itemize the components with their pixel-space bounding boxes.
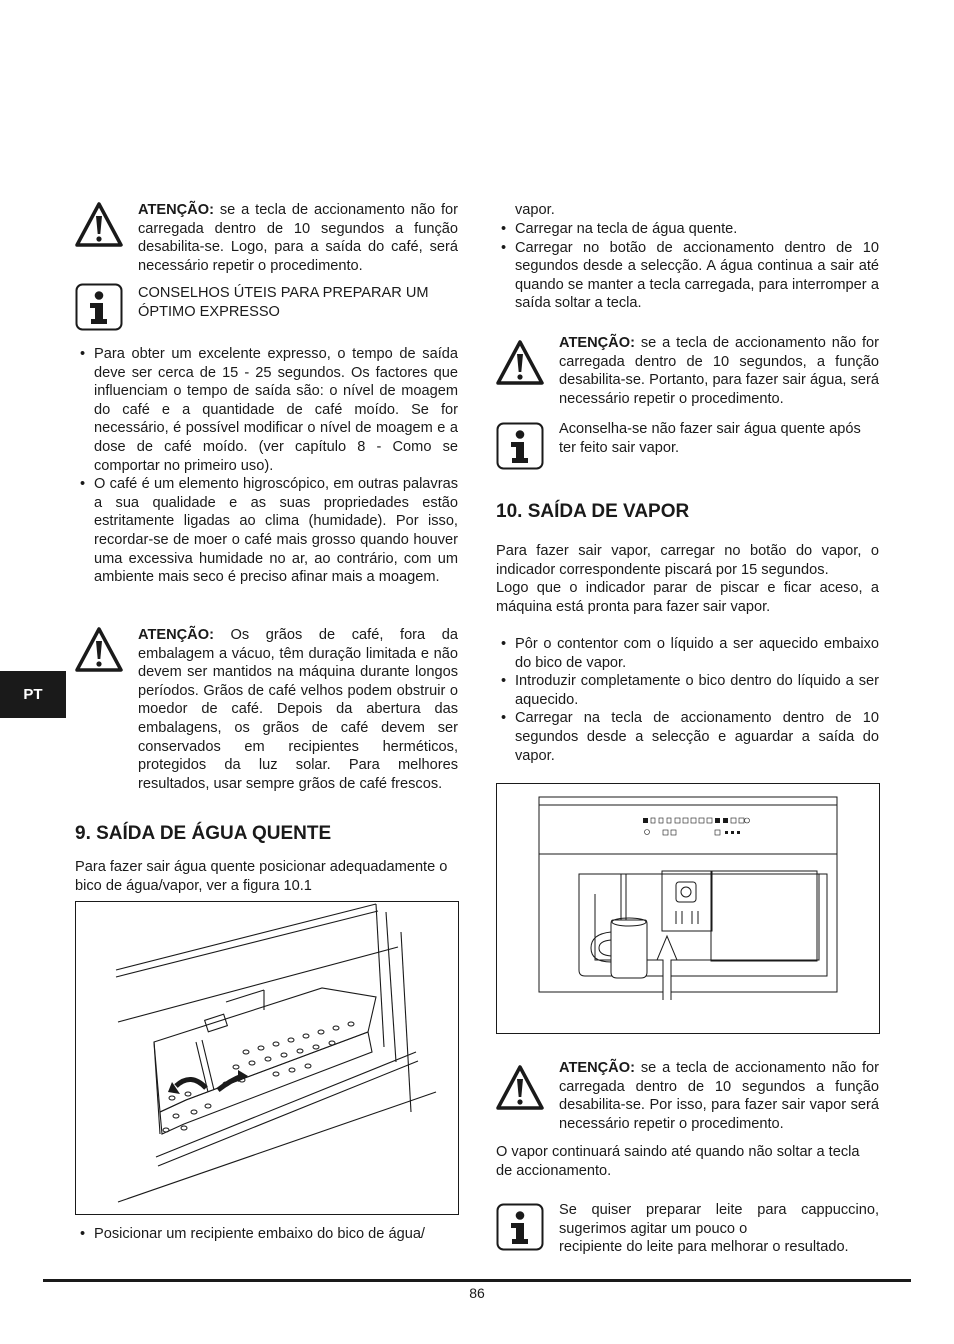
warning-text: se a tecla de accionamento não for carregada dentro de 10 segundos a função desabilita-se. Por isso, para fazer sair vapor será necessário repetir o procedimento. bbox=[559, 1060, 879, 1132]
warning-text: Os grãos de café, fora da embalagem a vácuo, têm duração limitada e não devem ser mantidos na máquina durante longos períodos. Grãos de café velhos podem obstruir o moedor de café. Depois da abertura das embalagens, os grãos de café devem ser conservados em recipientes herméticos, protegidos da luz solar. Para melhores resultados, usar sempre grãos de café frescos. bbox=[138, 627, 458, 792]
info-i-icon bbox=[75, 283, 123, 331]
warning-note-steam-timeout bbox=[496, 1059, 879, 1135]
warning-note-water-timeout bbox=[496, 334, 879, 410]
page-number: 86 bbox=[469, 1285, 485, 1301]
machine-front-steam-illustration bbox=[497, 784, 879, 1033]
list-item: • Introduzir completamente o bico dentro do líquido a ser aquecido. bbox=[496, 672, 879, 709]
warning-label: ATENÇÃO: bbox=[138, 202, 214, 218]
warning-text: se a tecla de accionamento não for carregada dentro de 10 segundos, a função desabilita-se. Portanto, para fazer sair água, será necessário repetir o procedimento. bbox=[559, 335, 879, 407]
list-item: • O café é um elemento higroscópico, em outras palavras a sua qualidade e as suas propriedades estão estritamente ligadas ao clima (humidade). Por isso, recordar-se de moer o café mais grosso quando houver uma excessiva humidade no ar, ao contrário, com um ambiente mais seco é preciso afinar mais a moagem. bbox=[75, 475, 458, 587]
info-i-icon bbox=[496, 422, 544, 470]
warning-label: ATENÇÃO: bbox=[559, 335, 635, 351]
info-note-expresso-tips bbox=[75, 283, 458, 333]
section-paragraph: Logo que o indicador parar de piscar e ficar aceso, a máquina está pronta para fazer sair vapor. bbox=[496, 580, 879, 615]
section-intro-hot-water: Para fazer sair água quente posicionar adequadamente o bico de água/vapor, ver a figura 10.1 bbox=[75, 859, 448, 894]
info-note-cappuccino bbox=[496, 1201, 879, 1261]
hot-water-steps-list bbox=[496, 220, 879, 313]
info-text: recipiente do leite para melhorar o resultado. bbox=[559, 1239, 849, 1256]
steam-steps-list bbox=[496, 635, 879, 765]
figure-hot-water-nozzle bbox=[75, 901, 459, 1215]
warning-triangle-icon bbox=[496, 1064, 544, 1112]
info-i-icon bbox=[496, 1203, 544, 1251]
section-title-hot-water: 9. SAÍDA DE ÁGUA QUENTE bbox=[75, 823, 332, 844]
info-note-water-after-steam bbox=[496, 420, 879, 470]
language-tab: PT bbox=[0, 671, 66, 718]
warning-note-coffee-beans bbox=[75, 626, 458, 796]
section-paragraph: Para fazer sair vapor, carregar no botão do vapor, o indicador correspondente piscará por 15 segundos. bbox=[496, 543, 879, 578]
list-item: • Pôr o contentor com o líquido a ser aquecido embaixo do bico de vapor. bbox=[496, 635, 879, 672]
machine-drip-tray-illustration bbox=[76, 902, 458, 1214]
warning-label: ATENÇÃO: bbox=[138, 627, 214, 643]
list-item: • Carregar na tecla de água quente. bbox=[496, 220, 879, 239]
list-item: • Carregar no botão de accionamento dentro de 10 segundos desde a selecção. A água continua a sair até quando se manter a tecla carregada, para interromper a saída soltar a tecla. bbox=[496, 239, 879, 313]
warning-label: ATENÇÃO: bbox=[559, 1060, 635, 1076]
steam-continue-paragraph: O vapor continuará saindo até quando não soltar a tecla de accionamento. bbox=[496, 1144, 860, 1179]
warning-note-coffee-timeout bbox=[75, 201, 458, 273]
warning-triangle-icon bbox=[496, 339, 544, 387]
warning-triangle-icon bbox=[75, 626, 123, 674]
warning-triangle-icon bbox=[75, 201, 123, 249]
section-title-steam: 10. SAÍDA DE VAPOR bbox=[496, 501, 690, 522]
info-text: Se quiser preparar leite para cappuccino, sugerimos agitar um pouco o bbox=[559, 1202, 879, 1237]
info-text: Aconselha-se não fazer sair água quente após ter feito sair vapor. bbox=[559, 421, 861, 456]
continued-text: vapor. bbox=[515, 202, 555, 218]
list-item: • Carregar na tecla de accionamento dentro de 10 segundos desde a selecção e aguardar a saída do vapor. bbox=[496, 709, 879, 765]
list-item: • Posicionar um recipiente embaixo do bico de água/ bbox=[75, 1225, 458, 1244]
info-text: CONSELHOS ÚTEIS PARA PREPARAR UM ÓPTIMO EXPRESSO bbox=[138, 285, 429, 320]
footer-rule bbox=[43, 1279, 911, 1282]
expresso-tips-list bbox=[75, 345, 458, 587]
list-item: • Para obter um excelente expresso, o tempo de saída deve ser cerca de 15 - 25 segundos. Os factores que influenciam o tempo de saída são: o nível de moagem do café e a quantidade de café moído. Se for necessário, é possível modificar o nível de moagem e a dose de café moído. (ver capítulo 8 - Como se comportar no primeiro uso). bbox=[75, 345, 458, 475]
figure-steam-nozzle bbox=[496, 783, 880, 1034]
warning-text: se a tecla de accionamento não for carregada dentro de 10 segundos a função desabilita-se. Logo, para a saída do café, será necessário repetir o procedimento. bbox=[138, 202, 458, 274]
